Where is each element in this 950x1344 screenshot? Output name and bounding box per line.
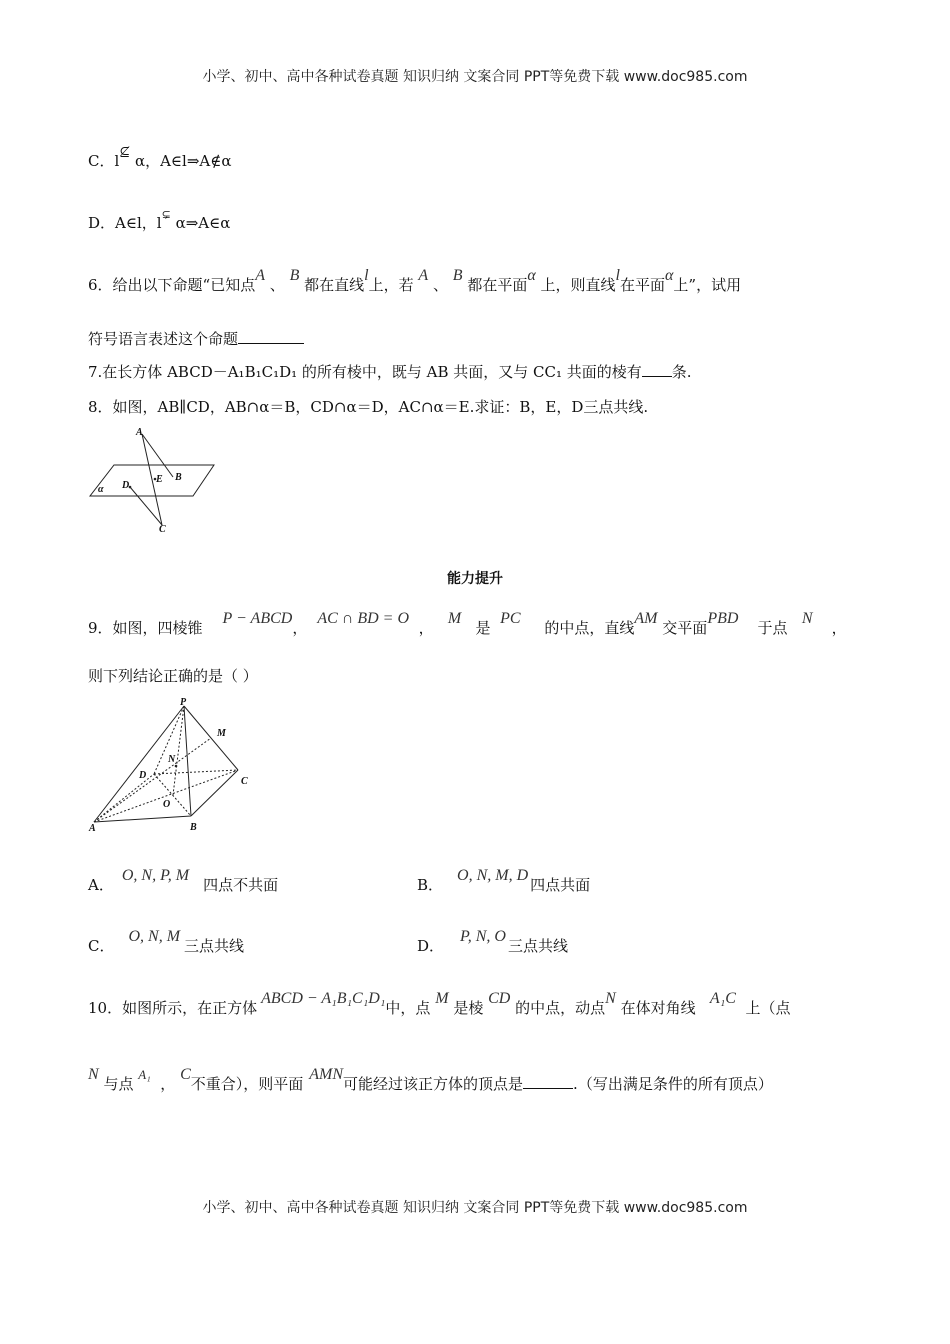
q10-text: 与点 xyxy=(103,1075,134,1093)
q7-tail: 条. xyxy=(671,363,692,381)
choice-b-text: 四点共面 xyxy=(530,876,591,894)
choice-d-text: 三点共线 xyxy=(507,937,568,955)
q10-math: C xyxy=(180,1066,191,1083)
q6-text: 上，若 xyxy=(368,276,414,294)
label-c: C xyxy=(159,524,166,535)
answer-blank[interactable] xyxy=(642,362,672,377)
q7-text: 7.在长方体 ABCD－A₁B₁C₁D₁ 的所有棱中，既与 AB 共面，又与 CC₁ 共面的棱有 xyxy=(88,363,642,381)
option-d-rest: α⇒A∈α xyxy=(175,214,231,232)
q9-text: 则下列结论正确的是（ ） xyxy=(88,667,258,685)
choice-b-math: O, N, M, D xyxy=(457,867,529,884)
label-e: E xyxy=(156,474,163,485)
choice-b-label: B． xyxy=(417,876,444,894)
diagonal-ac xyxy=(94,770,238,822)
q6-text: 6．给出以下命题“已知点 xyxy=(88,276,256,294)
q9-text: 的中点，直线 xyxy=(544,619,635,637)
choice-b[interactable] xyxy=(417,867,591,895)
choice-a-text: 四点不共面 xyxy=(203,876,279,894)
line-po xyxy=(173,706,184,795)
question-6-line2 xyxy=(88,328,304,349)
question-7-line xyxy=(88,361,692,382)
question-9-line1 xyxy=(88,610,847,638)
option-d-label: D．A∈l，l xyxy=(88,214,162,232)
choice-c-text: 三点共线 xyxy=(184,937,245,955)
q6-text: 在平面 xyxy=(620,276,666,294)
choice-d-label: D． xyxy=(417,937,445,955)
q6-math-l: l xyxy=(615,267,620,284)
segment-dc xyxy=(130,487,162,525)
line-am xyxy=(94,738,211,822)
choice-a[interactable] xyxy=(88,867,279,895)
edge-bc xyxy=(191,770,238,816)
q6-text: 符号语言表述这个命题 xyxy=(88,330,239,348)
q9-sep: ， xyxy=(292,619,308,637)
q10-text: 可能经过该正方体的顶点是 xyxy=(343,1075,524,1093)
q10-text: 是棱 xyxy=(453,999,484,1017)
q9-math: N xyxy=(801,610,813,627)
figure-pyramid xyxy=(86,694,256,836)
not-subset-symbol: ⊈ xyxy=(119,145,131,160)
option-c-line xyxy=(88,145,232,171)
edge-ad xyxy=(94,774,154,822)
q6-math-b: B xyxy=(452,267,463,284)
q10-text: 不重合），则平面 xyxy=(190,1075,304,1093)
q9-text: 是 xyxy=(475,619,491,637)
q6-sep: 、 xyxy=(269,276,285,294)
q6-text: 都在直线 xyxy=(304,276,365,294)
q10-math: CD xyxy=(488,990,511,1007)
question-9-line2 xyxy=(88,665,258,686)
q9-sep: ， xyxy=(831,619,847,637)
q6-text: 上”，试用 xyxy=(673,276,742,294)
choice-a-label: A． xyxy=(88,876,114,894)
q6-math-alpha: α xyxy=(527,267,536,284)
page-header: 小学、初中、高中各种试卷真题 知识归纳 文案合同 PPT等免费下载 www.doc985.com xyxy=(202,69,748,85)
label-c: C xyxy=(241,776,248,787)
q9-math: AM xyxy=(634,610,658,627)
option-c-rest: α，A∈l⇒A∉α xyxy=(134,152,232,170)
label-n: N xyxy=(168,754,176,765)
label-p: P xyxy=(180,697,187,708)
question-10-line1 xyxy=(88,990,791,1018)
choice-a-math: O, N, P, M xyxy=(121,867,190,884)
q6-math-l: l xyxy=(364,267,369,284)
answer-blank[interactable] xyxy=(523,1074,573,1089)
q9-text: 于点 xyxy=(757,619,788,637)
q10-sep: ， xyxy=(160,1075,176,1093)
option-c-label: C．l xyxy=(88,152,120,170)
label-b: B xyxy=(175,472,182,483)
figure-plane-lines xyxy=(86,424,226,536)
q10-text: 10．如图所示，在正方体 xyxy=(88,999,258,1017)
q9-sep: ， xyxy=(418,619,434,637)
label-m: M xyxy=(217,728,226,739)
q9-math: P − ABCD xyxy=(222,610,293,627)
option-d-line xyxy=(88,208,231,233)
q9-math: PC xyxy=(500,610,521,627)
q9-math: PBD xyxy=(707,610,739,627)
label-a: A xyxy=(136,427,143,438)
q6-sep: 、 xyxy=(432,276,448,294)
q10-math: ABCD − A₁B₁C₁D₁ xyxy=(261,990,386,1007)
q10-math: M xyxy=(435,990,449,1007)
label-b: B xyxy=(190,822,197,833)
page-footer: 小学、初中、高中各种试卷真题 知识归纳 文案合同 PPT等免费下载 www.doc985.com xyxy=(202,1200,748,1216)
choice-c-math: O, N, M xyxy=(128,928,181,945)
q6-text: 上，则直线 xyxy=(540,276,616,294)
label-d: D xyxy=(139,770,147,781)
question-8-line xyxy=(88,396,648,417)
q10-text: 的中点，动点 xyxy=(515,999,606,1017)
q6-text: 都在平面 xyxy=(467,276,528,294)
q9-math: M xyxy=(447,610,462,627)
q10-math: A₁C xyxy=(709,990,736,1007)
q6-math-a: A xyxy=(255,267,265,284)
question-10-line2 xyxy=(88,1066,773,1094)
q10-math: A₁ xyxy=(138,1067,151,1082)
edge-dc xyxy=(154,770,238,774)
q9-text: 9．如图，四棱锥 xyxy=(88,619,203,637)
proper-subset-symbol: ⊊ xyxy=(161,208,171,221)
q6-math-b: B xyxy=(289,267,300,284)
answer-blank[interactable] xyxy=(238,329,304,344)
q10-text: 中，点 xyxy=(385,999,431,1017)
q9-text: 交平面 xyxy=(662,619,708,637)
q10-text: 在体对角线 xyxy=(620,999,696,1017)
q10-text: .（写出满足条件的所有顶点） xyxy=(573,1075,773,1093)
label-alpha: α xyxy=(98,484,104,495)
choice-d-math: P, N, O xyxy=(460,928,506,945)
q8-text: 8．如图，AB∥CD，AB∩α＝B，CD∩α＝D，AC∩α＝E.求证：B，E，D三点共线. xyxy=(88,398,649,416)
label-a: A xyxy=(89,823,96,834)
q6-math-alpha: α xyxy=(665,267,674,284)
choice-c[interactable] xyxy=(88,928,245,956)
edge-pb xyxy=(184,706,191,816)
q10-math: AMN xyxy=(309,1066,344,1083)
edge-ab xyxy=(94,816,191,822)
choice-c-label: C． xyxy=(88,937,115,955)
section-title: 能力提升 xyxy=(447,571,503,587)
q9-math: AC ∩ BD = O xyxy=(317,610,410,627)
q10-math: N xyxy=(605,990,616,1007)
label-d: D xyxy=(122,480,130,491)
q10-text: 上（点 xyxy=(745,999,791,1017)
diagonal-bd xyxy=(154,774,191,816)
choice-d[interactable] xyxy=(417,928,568,956)
point-n xyxy=(175,765,178,768)
q10-math: N xyxy=(88,1066,99,1083)
label-o: O xyxy=(163,799,171,810)
question-6-line1 xyxy=(88,267,742,295)
q6-math-a: A xyxy=(418,267,429,284)
